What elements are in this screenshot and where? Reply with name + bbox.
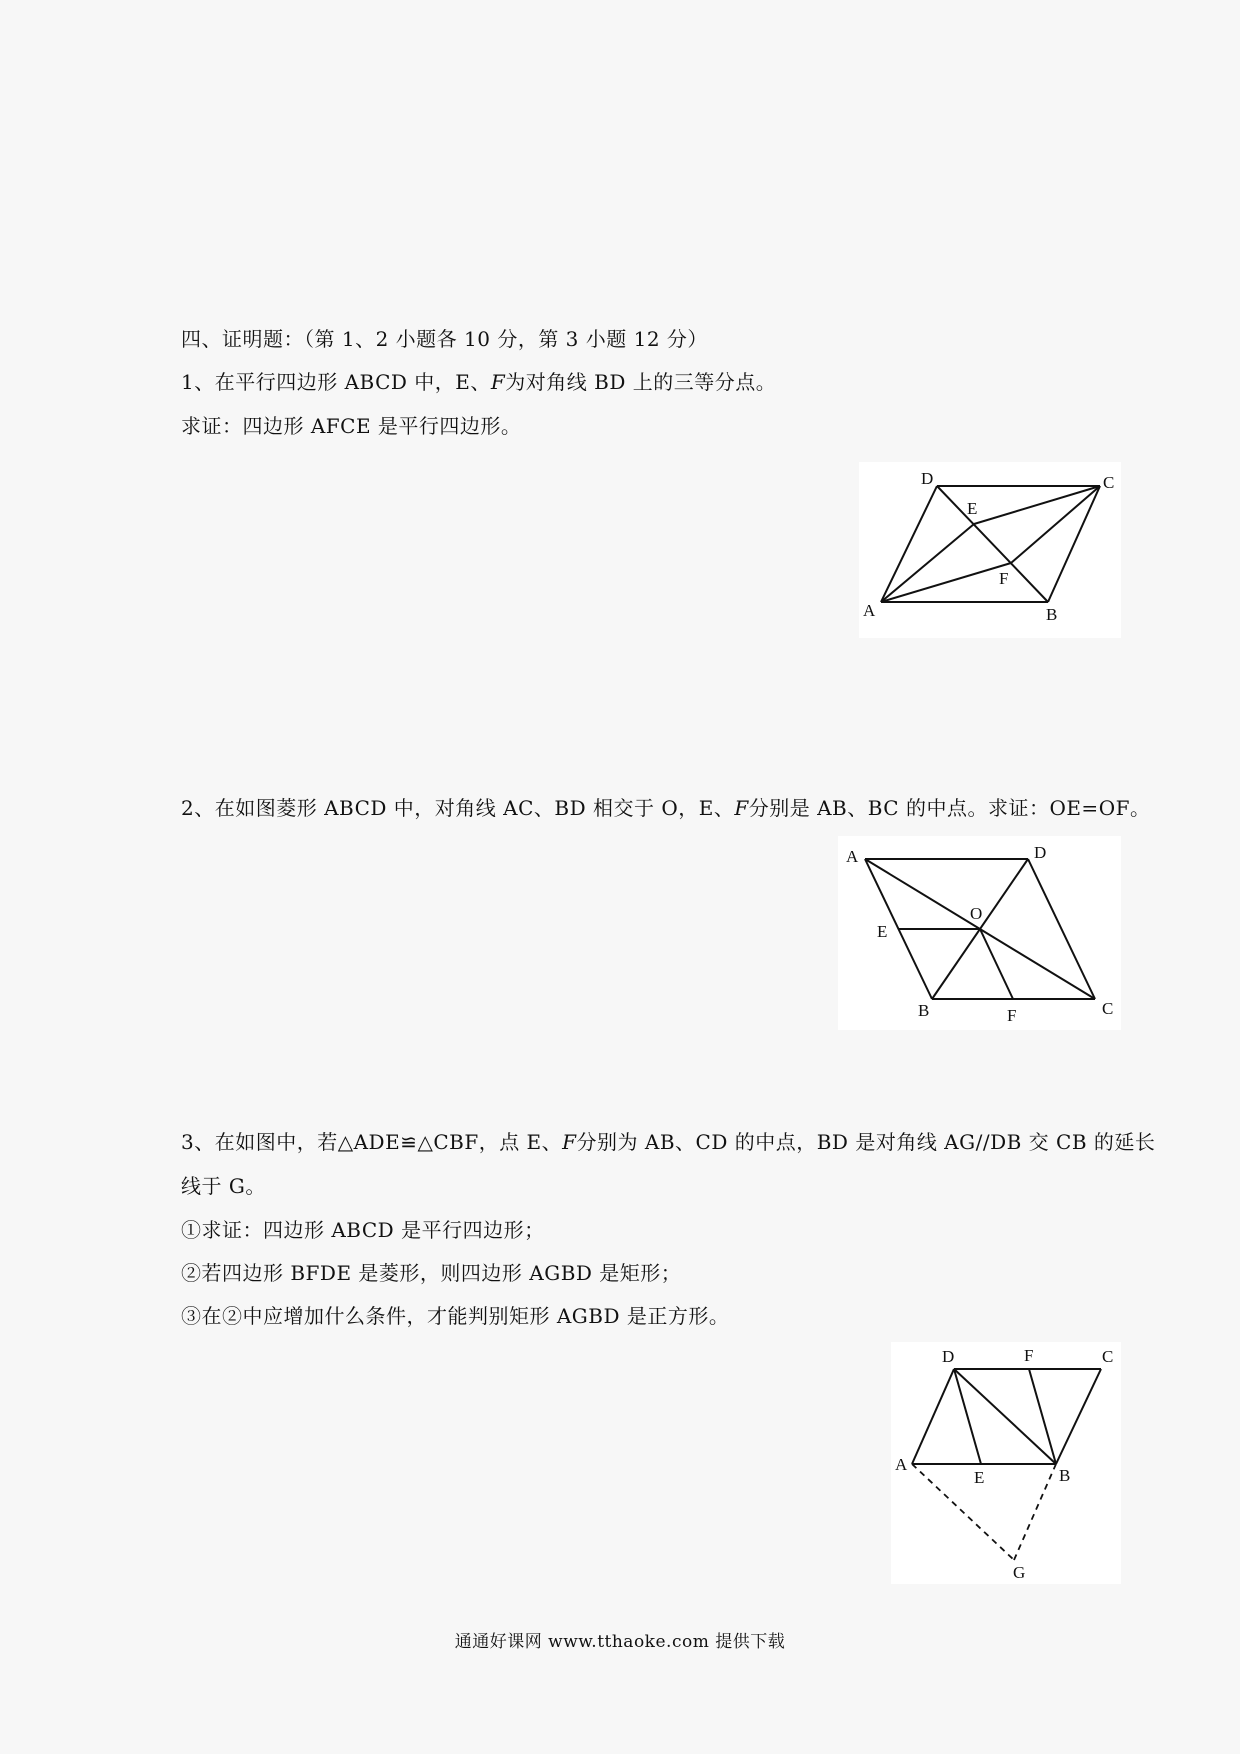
label-b: B: [1046, 605, 1058, 624]
problem-3-statement-cont: 线于 G。: [181, 1174, 266, 1198]
label-d: D: [1034, 843, 1047, 862]
section-title: 四、证明题：（第 1、2 小题各 10 分，第 3 小题 12 分）: [181, 327, 708, 351]
label-c: C: [1102, 1347, 1114, 1366]
problem-3-part-2: ②若四边形 BFDE 是菱形，则四边形 AGBD 是矩形；: [181, 1261, 682, 1285]
label-o: O: [970, 904, 983, 923]
label-f: F: [999, 569, 1009, 588]
label-a: A: [895, 1455, 908, 1474]
page-footer: 通通好课网 www.tthaoke.com 提供下载: [454, 1632, 786, 1652]
problem-3-part-3: ③在②中应增加什么条件，才能判别矩形 AGBD 是正方形。: [181, 1304, 730, 1328]
label-d: D: [942, 1347, 955, 1366]
problem-3-part-1: ①求证：四边形 ABCD 是平行四边形；: [181, 1218, 545, 1242]
parallelogram-diagram-3: [891, 1342, 1121, 1584]
label-a: A: [846, 847, 859, 866]
rhombus-diagram-2: [838, 836, 1121, 1030]
label-g: G: [1013, 1563, 1026, 1582]
problem-1-figure: [859, 462, 1121, 638]
label-f: F: [1024, 1346, 1034, 1365]
label-f: F: [1007, 1006, 1017, 1025]
label-c: C: [1102, 999, 1114, 1018]
label-b: B: [1059, 1466, 1071, 1485]
label-a: A: [863, 601, 876, 620]
parallelogram-diagram-1: [859, 462, 1121, 638]
label-d: D: [921, 469, 934, 488]
label-e: E: [974, 1468, 985, 1487]
problem-1-prove: 求证：四边形 AFCE 是平行四边形。: [181, 414, 522, 438]
label-e: E: [967, 499, 978, 518]
problem-3-statement: 3、在如图中，若△ADE≌△CBF，点 E、𝐹分别为 AB、CD 的中点，BD 是对角线 AG//DB 交 CB 的延长: [181, 1130, 1156, 1154]
problem-3-figure: [891, 1342, 1121, 1584]
label-b: B: [918, 1001, 930, 1020]
problem-1-statement: 1、在平行四边形 ABCD 中，E、𝐹为对角线 BD 上的三等分点。: [181, 370, 777, 394]
problem-2-figure: [838, 836, 1121, 1030]
label-e: E: [877, 922, 888, 941]
problem-2-statement: 2、在如图菱形 ABCD 中，对角线 AC、BD 相交于 O，E、𝐹分别是 AB、BC 的中点。求证：OE=OF。: [181, 796, 1151, 820]
label-c: C: [1103, 473, 1115, 492]
